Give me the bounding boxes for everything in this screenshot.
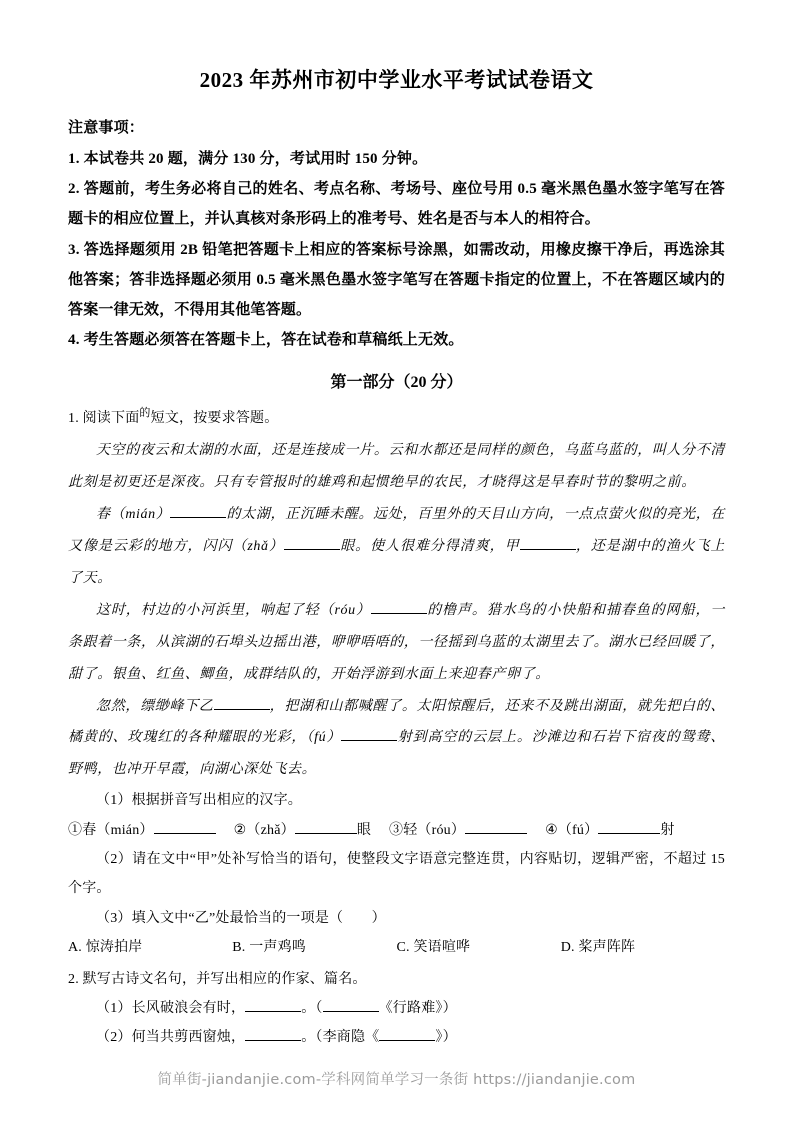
footer-watermark: 简单街-jiandanjie.com-学科网简单学习一条街 https://jiandanjie.com (157, 1072, 636, 1088)
notice-item-2: 2. 答题前，考生务必将自己的姓名、考点名称、考场号、座位号用 0.5 毫米黑色墨水签字笔写在答题卡的相应位置上，并认真核对条形码上的准考号、姓名是否与本人的相符合。 (68, 180, 725, 228)
pinyin-item-4-blank[interactable] (598, 833, 660, 834)
pinyin-item-2-before: （zhǎ） (246, 822, 295, 838)
notice-heading: 注意事项： (68, 120, 145, 137)
question-1-sub-1-answer-row (68, 816, 725, 845)
option-b[interactable]: B. 一声鸡鸣 (232, 940, 306, 956)
question-1-sub-1-label: （1）根据拼音写出相应的汉字。 (96, 793, 302, 809)
option-d[interactable]: D. 桨声阵阵 (560, 940, 636, 956)
question-2-item-2 (68, 1023, 725, 1052)
passage-p4-segment-b: ，把湖和山都喊醒了。太阳惊醒后，还来不及跳出湖面，就先把白的、橘黄的、玫瑰红的各种耀眼的光彩，（fú） (68, 698, 725, 746)
passage-blank-mian[interactable] (170, 517, 226, 518)
pinyin-item-1-blank[interactable] (154, 833, 216, 834)
passage-blank-rou[interactable] (371, 613, 427, 614)
pinyin-item-2-number: ② (233, 822, 247, 838)
notice-item-1: 1. 本试卷共 20 题，满分 130 分，考试用时 150 分钟。 (68, 150, 428, 167)
question-2-item-2-blank-title[interactable] (379, 1040, 435, 1041)
passage-paragraph-2 (68, 499, 725, 595)
pinyin-item-1-before: 春（mián） (82, 822, 154, 838)
passage-p3-segment-a: 这时，村边的小河浜里，响起了轻（róu） (96, 602, 371, 618)
question-2-item-1-blank-verse[interactable] (245, 1011, 301, 1012)
passage-blank-yi[interactable] (214, 709, 270, 710)
question-2-stem: 2. 默写古诗文名句，并写出相应的作家、篇名。 (68, 971, 367, 987)
pinyin-item-3-blank[interactable] (465, 833, 527, 834)
question-2-item-1-blank-author[interactable] (323, 1011, 379, 1012)
page-title: 2023 年苏州市初中学业水平考试试卷语文 (199, 68, 594, 92)
pinyin-item-4 (545, 823, 674, 838)
notice-item-3: 3. 答选择题须用 2B 铅笔把答题卡上相应的答案标号涂黑，如需改动，用橡皮擦干净后，再选涂其他答案；答非选择题必须用 0.5 毫米黑色墨水签字笔写在答题卡指定的位置上，不在答题区域内的答案一律无效，不得用其他笔答题。 (68, 241, 725, 319)
notice-section (68, 113, 725, 355)
reading-passage (68, 435, 725, 786)
part-one-header: 第一部分（20 分） (330, 373, 463, 391)
pinyin-item-1-number: ① (68, 822, 83, 838)
question-1-stem-raised-char: 的 (139, 407, 151, 420)
notice-item-4: 4. 考生答题必须答在答题卡上，答在试卷和草稿纸上无效。 (68, 332, 464, 349)
question-1-sub-3-label: （3）填入文中“乙”处最恰当的一项是（ ） (96, 910, 386, 926)
passage-p2-segment-c: 眼。使人很难分得清爽，甲 (339, 538, 520, 554)
passage-p4-segment-c: 射到高空的云层上。沙滩边和石岩下宿夜的鸳鸯、野鸭，也冲开早霞，向湖心深处飞去。 (68, 730, 725, 778)
passage-paragraph-4 (68, 691, 725, 787)
question-2-item-2-prefix: （2）何当共剪西窗烛， (96, 1030, 246, 1046)
pinyin-item-3-number: ③ (389, 822, 404, 838)
passage-p2-segment-a: 春（mián） (96, 507, 171, 523)
passage-blank-zha[interactable] (284, 549, 340, 550)
pinyin-item-4-number: ④ (545, 822, 558, 838)
passage-p4-segment-a: 忽然，缥缈峰下乙 (96, 698, 214, 714)
pinyin-item-3-before: 轻（róu） (403, 822, 466, 838)
question-2-item-2-mid: 。（李商隐《 (301, 1030, 380, 1046)
passage-paragraph-1: 天空的夜云和太湖的水面，还是连接成一片。云和水都还是同样的颜色，乌蓝乌蓝的，叫人分不清此刻是初更还是深夜。只有专管报时的雄鸡和起惯绝早的农民，才晓得这是早春时节的黎明之前。 (68, 443, 725, 491)
passage-p2-segment-b: 的太湖，正沉睡未醒。远处，百里外的天目山方向，一点点萤火似的亮光，在又像是云彩的地方，闪闪（zhǎ） (68, 507, 725, 554)
question-1-stem-before: 阅读下面 (82, 411, 140, 427)
pinyin-item-2-blank[interactable] (295, 833, 357, 834)
pinyin-item-2-after: 眼 (356, 822, 372, 838)
passage-p3-segment-b: 的橹声。猎水鸟的小快船和捕春鱼的网船，一条跟着一条，从滨湖的石埠头边摇出港，咿咿唔唔的，一径摇到乌蓝的太湖里去了。湖水已经回暖了，甜了。银鱼、红鱼、鲫鱼，成群结队的，开始浮游到水面上来迎春产卵了。 (68, 602, 725, 682)
question-1-sub-3-options (68, 933, 725, 962)
question-2-item-1 (68, 994, 725, 1023)
pinyin-item-4-after: 射 (660, 822, 675, 838)
question-1-stem-after: 短文，按要求答题。 (150, 411, 279, 427)
option-c[interactable]: C. 笑语喧哗 (396, 940, 471, 956)
option-a[interactable]: A. 惊涛拍岸 (68, 940, 143, 956)
question-2-item-1-prefix: （1）长风破浪会有时， (96, 1000, 246, 1016)
pinyin-item-4-before: （fú） (557, 822, 599, 838)
question-1-number: 1. (68, 411, 79, 427)
pinyin-item-1 (68, 823, 216, 838)
question-2-item-2-blank-verse[interactable] (245, 1040, 301, 1041)
passage-blank-fu[interactable] (341, 740, 397, 741)
passage-paragraph-3 (68, 595, 725, 691)
question-2-item-1-mid: 。（ (301, 1000, 323, 1016)
question-1-stem (68, 402, 725, 433)
question-2-item-1-suffix: 《行路难》） (378, 1000, 457, 1016)
question-1-sub-2-label: （2）请在文中“甲”处补写恰当的语句，使整段文字语意完整连贯，内容贴切，逻辑严密，不超过 15 个字。 (68, 852, 725, 897)
passage-p2-segment-d: ，还是湖中的渔火飞上了天。 (68, 538, 726, 586)
pinyin-item-3 (389, 823, 527, 838)
pinyin-item-2 (234, 823, 371, 838)
passage-blank-jia[interactable] (520, 549, 576, 550)
question-2-item-2-suffix: 》） (435, 1030, 457, 1046)
